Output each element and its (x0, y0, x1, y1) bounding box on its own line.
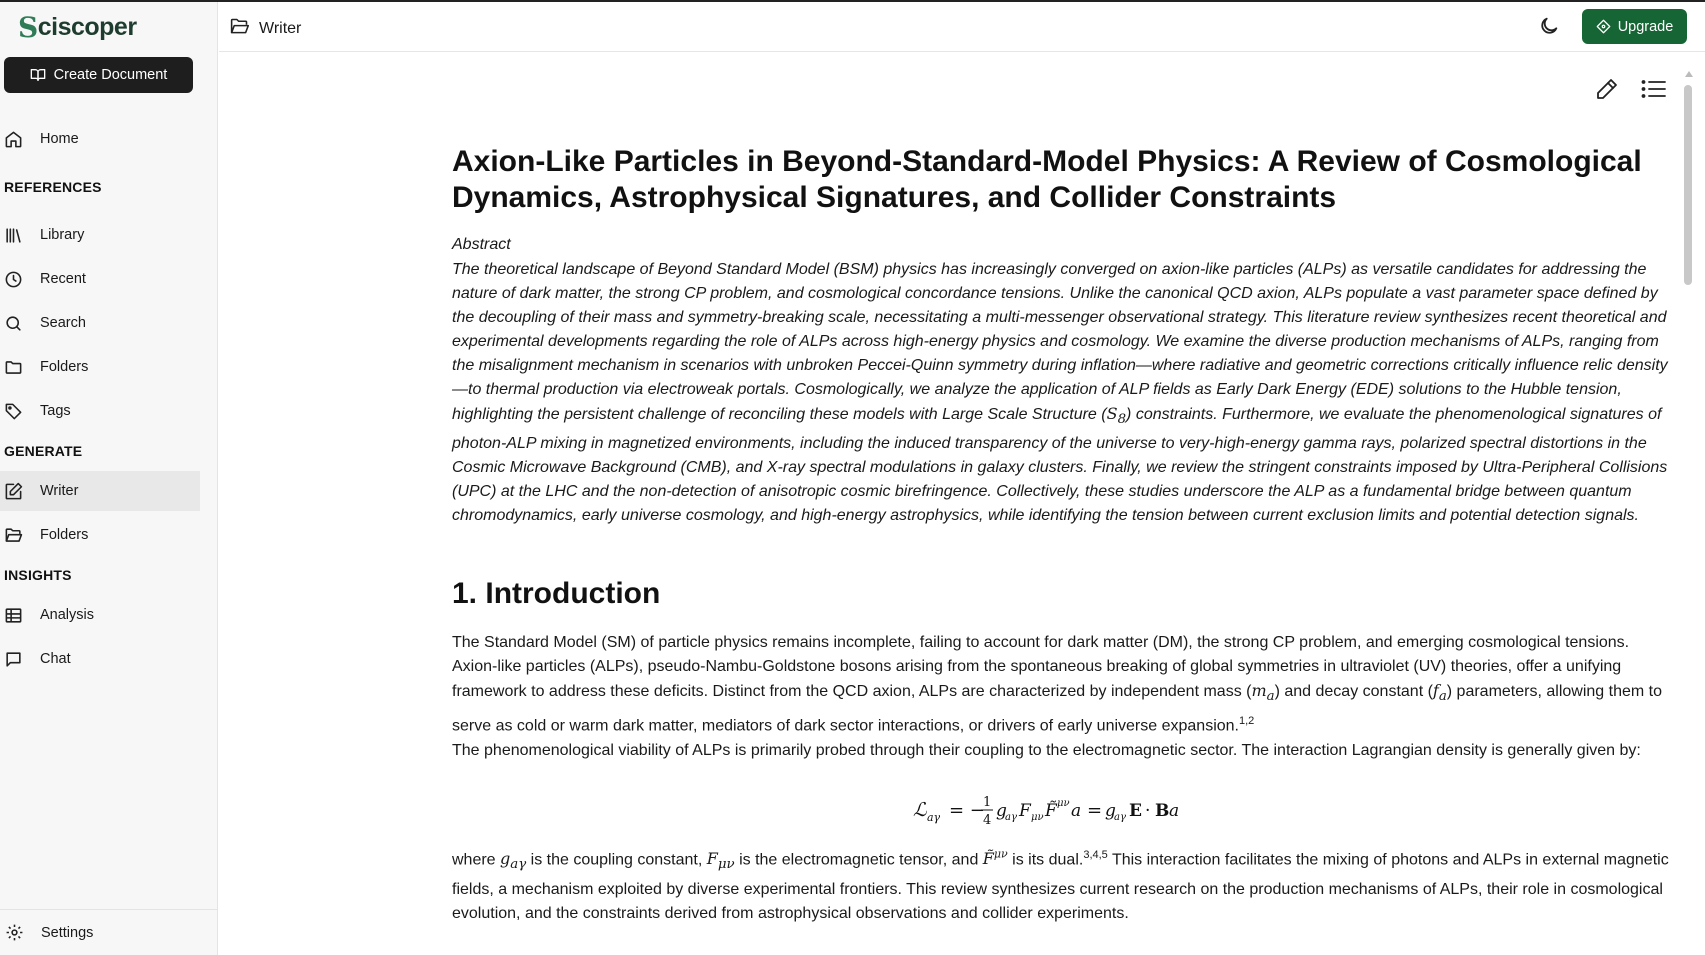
scrollbar-thumb[interactable] (1684, 85, 1692, 285)
math-g (500, 849, 527, 873)
scroll-up-arrow[interactable] (1685, 71, 1693, 77)
text-run: The phenomenological viability of ALPs is primarily probed through their coupling to the electromagnetic sector. The interaction Lagrangian density is generally given by: (452, 741, 1641, 759)
svg-text:4: 4 (983, 813, 992, 828)
clock-icon (0, 270, 40, 289)
svg-text:a: a (1071, 801, 1082, 821)
equation-graphic (913, 788, 1213, 832)
sidebar (0, 2, 218, 955)
svg-text:μν: μν (1057, 798, 1070, 809)
dark-mode-toggle-icon[interactable] (1538, 15, 1560, 42)
math-Fdual (983, 849, 1008, 868)
sidebar-item-tags[interactable] (0, 391, 200, 431)
edit-icon (0, 482, 40, 501)
abstract-part: ) constraints. Furthermore, we evaluate the phenomenological signatures of photon-ALP mixing in magnetized environments, including the induced transparency of the universe to very-high-energy gamma rays, polarized spectral distortions in the Cosmic Microwave Background (CMB), and X-ray spectral modulations in galaxy clusters. Finally, we review the stringent constraints imposed by Ultra-Peripheral Collisions (UPC) at the LHC and the non-detection of anisotropic cosmic birefringence. Collectively, these studies underscore the ALP as a fundamental bridge between quantum chromodynamics, early universe cosmology, and high-energy astrophysics, while identifying the tension between current exclusion limits and potential detection signals. (452, 406, 1668, 525)
svg-text:g: g (1105, 801, 1116, 821)
home-icon (0, 130, 40, 149)
text-run: is the coupling constant, (526, 851, 707, 869)
text-run: ) parameters, allowing them to serve as cold or warm dark matter, mediators of dark sector interactions, or drivers of early universe expansion. (452, 683, 1662, 735)
folder-open-icon (229, 16, 250, 42)
document-toolbar (1595, 77, 1667, 101)
sidebar-item-label: Folders (40, 527, 89, 543)
sidebar-item-recent[interactable] (0, 259, 200, 299)
text-run: where (452, 851, 501, 869)
sidebar-item-settings[interactable] (0, 909, 217, 955)
library-icon (0, 226, 40, 245)
sidebar-item-folders[interactable] (0, 347, 200, 387)
sidebar-item-label: Chat (40, 651, 71, 667)
svg-text:E: E (1129, 801, 1142, 821)
sidebar-item-label: Writer (40, 483, 79, 499)
svg-text:·: · (1145, 801, 1151, 821)
book-open-icon (30, 67, 46, 83)
tag-icon (0, 402, 40, 421)
intro-paragraph (452, 631, 1674, 763)
table-icon (0, 606, 40, 625)
section-insights: INSIGHTS (4, 567, 72, 583)
svg-text:aγ: aγ (927, 811, 941, 824)
upgrade-button[interactable] (1582, 9, 1687, 44)
sidebar-item-writer[interactable] (0, 471, 200, 511)
app-logo[interactable] (18, 11, 137, 44)
search-icon (0, 314, 40, 333)
math-fa-symbol: f (1432, 681, 1439, 700)
math-F-subscript: μν (717, 857, 735, 873)
sidebar-item-analysis[interactable] (0, 595, 200, 635)
svg-text:=: = (1087, 800, 1103, 821)
sidebar-item-label: Library (40, 227, 85, 243)
svg-text:ℒ: ℒ (913, 799, 927, 821)
math-s8-symbol: S (1106, 404, 1118, 423)
citation[interactable]: 1,2 (1239, 715, 1255, 728)
math-s8 (1106, 404, 1127, 428)
create-document-label: Create Document (53, 67, 168, 83)
svg-text:= −: = − (949, 800, 985, 821)
section-references: REFERENCES (4, 179, 102, 195)
svg-text:aγ: aγ (1005, 812, 1017, 823)
sidebar-item-library[interactable] (0, 215, 200, 255)
settings-label: Settings (41, 924, 94, 941)
text-run: ) and decay constant ( (1274, 683, 1433, 700)
text-run: is the electromagnetic tensor, and (734, 851, 983, 869)
math-g-symbol: g (500, 849, 511, 869)
chat-icon (0, 650, 40, 669)
svg-text:g: g (996, 801, 1007, 821)
create-document-button[interactable] (4, 57, 193, 93)
svg-text:μν: μν (1031, 812, 1044, 823)
math-fa-subscript: a (1438, 689, 1447, 705)
svg-text:aγ: aγ (1114, 812, 1126, 823)
upgrade-label: Upgrade (1617, 18, 1674, 35)
diamond-icon (1596, 19, 1611, 34)
math-F-symbol: F (706, 849, 718, 869)
math-s8-subscript: 8 (1117, 412, 1127, 428)
abstract-text (452, 258, 1674, 528)
folder-icon (0, 358, 40, 377)
math-ma-symbol: m (1251, 681, 1267, 700)
logo-initial: S (18, 11, 38, 44)
sidebar-item-label: Home (40, 131, 79, 147)
breadcrumb-label: Writer (259, 20, 302, 37)
folder-open-icon (0, 526, 40, 545)
section-generate: GENERATE (4, 443, 83, 459)
math-F (706, 849, 735, 873)
outline-list-icon[interactable] (1641, 77, 1667, 101)
logo-text: ciscoper (37, 13, 137, 41)
abstract-part: The theoretical landscape of Beyond Standard Model (BSM) physics has increasingly converged on axion-like particles (ALPs) as versatile candidates for addressing the nature of dark matter, the strong CP problem, and cosmological concordance tensions. Unlike the canonical QCD axion, ALPs populate a vast parameter space defined by the decoupling of their mass and symmetry-breaking scale, necessitating a multi-messenger observational strategy. This literature review synthesizes recent theoretical and experimental developments regarding the role of ALPs across high-energy physics and cosmology. We examine the diverse production mechanisms of ALPs, ranging from the misalignment mechanism in scenarios with unbroken Peccei-Quinn symmetry during inflation—where radiative and geometric corrections critically influence relic density—to thermal production via electroweak portals. Cosmologically, we analyze the application of ALP fields as Early Dark Energy (EDE) solutions to the Hubble tension, highlighting the persistent challenge of reconciling these models with Large Scale Structure ( (452, 261, 1668, 423)
math-Fdual-superscript: μν (993, 848, 1008, 861)
svg-text:a: a (1169, 801, 1180, 821)
math-fa (1432, 681, 1447, 705)
svg-text:F: F (1019, 801, 1031, 821)
text-run: is its dual. (1007, 851, 1084, 869)
sidebar-item-search[interactable] (0, 303, 200, 343)
sidebar-item-label: Recent (40, 271, 86, 287)
abstract-label: Abstract (452, 236, 511, 253)
math-g-subscript: aγ (510, 857, 527, 873)
svg-text:F̃: F̃ (1045, 801, 1057, 821)
text-run: This interaction facilitates the mixing of photons and ALPs in external magnetic fields, a mechanism exploited by diverse experimental frontiers. This review synthesizes current research on the production mechanisms of ALPs, their role in cosmological evolution, and the constraints derived from astrophysical observations and collider experiments. (452, 851, 1669, 922)
math-Fdual-symbol: F̃ (982, 849, 994, 869)
svg-text:1: 1 (983, 795, 992, 810)
gear-icon (0, 923, 41, 942)
citation[interactable]: 3,4,5 (1083, 849, 1108, 861)
text-run: The Standard Model (SM) of particle physics remains incomplete, failing to account for dark matter (DM), the strong CP problem, and emerging cosmological tensions. Axion-like particles (ALPs), pseudo-Nambu-Goldstone bosons arising from the spontaneous breaking of global symmetries in ultraviolet (UV) theories, offer a unifying framework to address these deficits. Distinct from the QCD axion, ALPs are characterized by independent mass ( (452, 634, 1630, 700)
sidebar-item-home[interactable] (0, 119, 200, 159)
document-title: Axion-Like Particles in Beyond-Standard-Model Physics: A Review of Cosmological Dynamics, Astrophysical Signatures, and Collider Constraints (452, 145, 1642, 214)
breadcrumb (229, 16, 301, 42)
document-area (219, 53, 1705, 955)
sidebar-item-generate-folders[interactable] (0, 515, 200, 555)
lagrangian-equation (452, 788, 1674, 837)
svg-text:B: B (1155, 801, 1170, 821)
edit-pencil-icon[interactable] (1595, 77, 1619, 101)
sidebar-item-label: Analysis (40, 607, 94, 623)
sidebar-item-label: Folders (40, 359, 89, 375)
sidebar-item-chat[interactable] (0, 639, 200, 679)
sidebar-item-label: Search (40, 315, 86, 331)
math-ma-subscript: a (1266, 689, 1275, 705)
math-ma (1251, 681, 1275, 705)
coupling-paragraph (452, 843, 1674, 926)
top-bar (219, 2, 1705, 52)
sidebar-item-label: Tags (40, 403, 71, 419)
section-heading: 1. Introduction (452, 577, 661, 610)
